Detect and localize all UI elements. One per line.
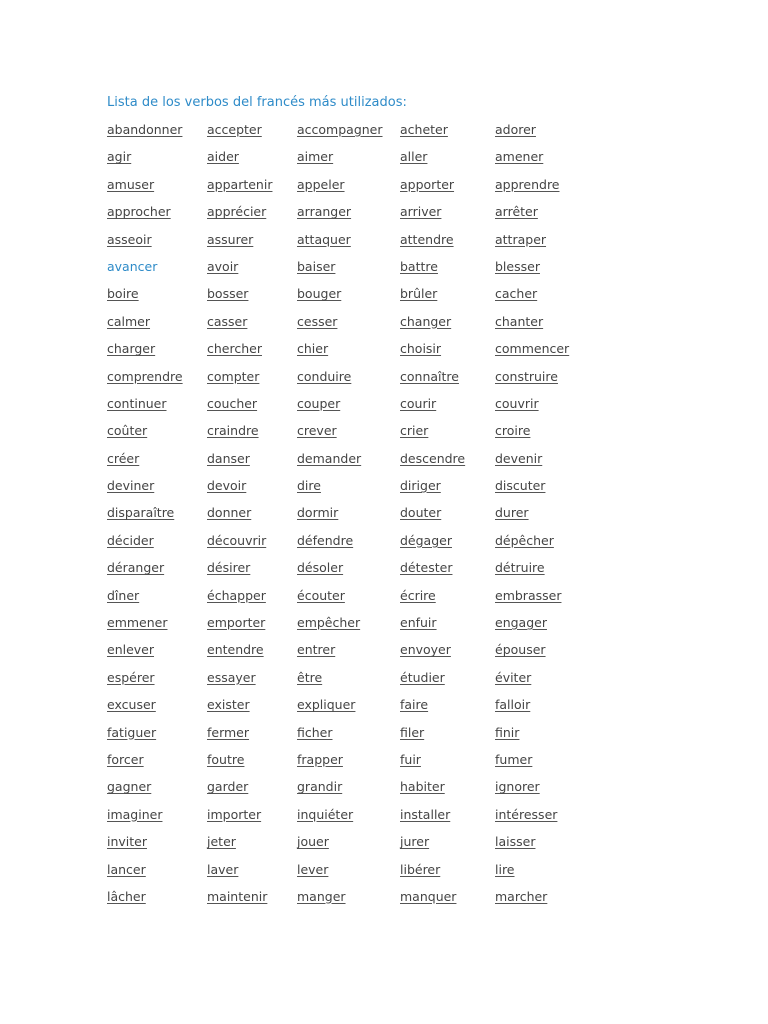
verb-link-diriger[interactable]: diriger bbox=[400, 478, 441, 494]
verb-link-falloir[interactable]: falloir bbox=[495, 697, 531, 713]
verb-link-inquiéter[interactable]: inquiéter bbox=[297, 806, 354, 822]
verb-link-jeter[interactable]: jeter bbox=[207, 834, 236, 850]
verb-link-bosser[interactable]: bosser bbox=[207, 286, 249, 302]
verb-link-comprendre[interactable]: comprendre bbox=[107, 368, 183, 384]
verb-link-foutre[interactable]: foutre bbox=[207, 751, 245, 767]
verb-link-brûler[interactable]: brûler bbox=[400, 286, 438, 302]
verb-link-expliquer[interactable]: expliquer bbox=[297, 697, 356, 713]
verb-link-découvrir[interactable]: découvrir bbox=[207, 532, 267, 548]
verb-link-installer[interactable]: installer bbox=[400, 806, 451, 822]
verb-link-être[interactable]: être bbox=[297, 669, 323, 685]
verb-link-crier[interactable]: crier bbox=[400, 423, 429, 439]
verb-link-embrasser[interactable]: embrasser bbox=[495, 587, 562, 603]
verb-link-désirer[interactable]: désirer bbox=[207, 560, 251, 576]
verb-link-épouser[interactable]: épouser bbox=[495, 642, 546, 658]
verb-link-attaquer[interactable]: attaquer bbox=[297, 231, 351, 247]
verb-link-dégager[interactable]: dégager bbox=[400, 532, 452, 548]
verb-link-finir[interactable]: finir bbox=[495, 724, 520, 740]
verb-link-dîner[interactable]: dîner bbox=[107, 587, 140, 603]
verb-link-essayer[interactable]: essayer bbox=[207, 669, 256, 685]
page-title: Lista de los verbos del francés más utilizados: bbox=[107, 95, 407, 110]
verb-link-accompagner[interactable]: accompagner bbox=[297, 122, 383, 137]
verb-link-charger[interactable]: charger bbox=[107, 341, 156, 357]
verb-link-courir[interactable]: courir bbox=[400, 395, 437, 411]
verb-link-détester[interactable]: détester bbox=[400, 560, 453, 576]
verb-link-marcher[interactable]: marcher bbox=[495, 888, 548, 904]
verb-link-avoir[interactable]: avoir bbox=[207, 258, 239, 274]
verb-link-envoyer[interactable]: envoyer bbox=[400, 642, 451, 658]
verb-link-fatiguer[interactable]: fatiguer bbox=[107, 724, 157, 740]
verb-link-choisir[interactable]: choisir bbox=[400, 341, 442, 357]
verb-link-avancer[interactable]: avancer bbox=[107, 258, 158, 274]
verb-link-libérer[interactable]: libérer bbox=[400, 861, 441, 877]
verb-link-éviter[interactable]: éviter bbox=[495, 669, 532, 685]
verb-link-couvrir[interactable]: couvrir bbox=[495, 395, 539, 411]
verb-link-imaginer[interactable]: imaginer bbox=[107, 806, 163, 822]
verb-grid bbox=[107, 121, 595, 915]
verb-link-croire[interactable]: croire bbox=[495, 423, 531, 439]
verb-link-jouer[interactable]: jouer bbox=[297, 834, 329, 850]
verb-link-intéresser[interactable]: intéresser bbox=[495, 806, 558, 822]
verb-link-forcer[interactable]: forcer bbox=[107, 751, 144, 767]
verb-link-abandonner[interactable]: abandonner bbox=[107, 122, 183, 137]
verb-link-lancer[interactable]: lancer bbox=[107, 861, 146, 877]
verb-link-continuer[interactable]: continuer bbox=[107, 395, 167, 411]
verb-link-habiter[interactable]: habiter bbox=[400, 779, 445, 795]
verb-link-lever[interactable]: lever bbox=[297, 861, 329, 877]
verb-link-chanter[interactable]: chanter bbox=[495, 313, 544, 329]
verb-link-enlever[interactable]: enlever bbox=[107, 642, 155, 658]
verb-link-agir[interactable]: agir bbox=[107, 149, 132, 165]
verb-link-battre[interactable]: battre bbox=[400, 258, 438, 274]
verb-link-gagner[interactable]: gagner bbox=[107, 779, 152, 795]
verb-link-créer[interactable]: créer bbox=[107, 450, 140, 466]
verb-link-manger[interactable]: manger bbox=[297, 888, 346, 904]
verb-link-appartenir[interactable]: appartenir bbox=[207, 176, 273, 192]
verb-link-apprécier[interactable]: apprécier bbox=[207, 204, 267, 220]
verb-link-ficher[interactable]: ficher bbox=[297, 724, 333, 740]
verb-link-commencer[interactable]: commencer bbox=[495, 341, 570, 357]
verb-link-emporter[interactable]: emporter bbox=[207, 615, 266, 631]
verb-link-arrêter[interactable]: arrêter bbox=[495, 204, 538, 220]
verb-link-inviter[interactable]: inviter bbox=[107, 834, 147, 850]
verb-link-laver[interactable]: laver bbox=[207, 861, 239, 877]
verb-link-disparaître[interactable]: disparaître bbox=[107, 505, 175, 521]
verb-link-acheter[interactable]: acheter bbox=[400, 122, 448, 137]
verb-link-assurer[interactable]: assurer bbox=[207, 231, 254, 247]
verb-link-ignorer[interactable]: ignorer bbox=[495, 779, 540, 795]
verb-link-coucher[interactable]: coucher bbox=[207, 395, 258, 411]
verb-link-garder[interactable]: garder bbox=[207, 779, 249, 795]
verb-link-accepter[interactable]: accepter bbox=[207, 122, 262, 137]
verb-link-cesser[interactable]: cesser bbox=[297, 313, 338, 329]
verb-link-fermer[interactable]: fermer bbox=[207, 724, 250, 740]
verb-link-grandir[interactable]: grandir bbox=[297, 779, 343, 795]
verb-link-entendre[interactable]: entendre bbox=[207, 642, 264, 658]
verb-link-décider[interactable]: décider bbox=[107, 532, 154, 548]
verb-link-douter[interactable]: douter bbox=[400, 505, 442, 521]
verb-link-baiser[interactable]: baiser bbox=[297, 258, 336, 274]
verb-link-emmener[interactable]: emmener bbox=[107, 615, 168, 631]
verb-link-deviner[interactable]: deviner bbox=[107, 478, 155, 494]
verb-link-descendre[interactable]: descendre bbox=[400, 450, 466, 466]
verb-link-écrire[interactable]: écrire bbox=[400, 587, 436, 603]
verb-link-attendre[interactable]: attendre bbox=[400, 231, 454, 247]
verb-link-jurer[interactable]: jurer bbox=[400, 834, 430, 850]
verb-link-espérer[interactable]: espérer bbox=[107, 669, 155, 685]
verb-link-déranger[interactable]: déranger bbox=[107, 560, 165, 576]
verb-link-échapper[interactable]: échapper bbox=[207, 587, 266, 603]
verb-link-devenir[interactable]: devenir bbox=[495, 450, 543, 466]
verb-link-cacher[interactable]: cacher bbox=[495, 286, 538, 302]
verb-link-arranger[interactable]: arranger bbox=[297, 204, 352, 220]
verb-link-étudier[interactable]: étudier bbox=[400, 669, 445, 685]
verb-link-connaître[interactable]: connaître bbox=[400, 368, 459, 384]
verb-link-coûter[interactable]: coûter bbox=[107, 423, 148, 439]
verb-link-arriver[interactable]: arriver bbox=[400, 204, 442, 220]
verb-link-amener[interactable]: amener bbox=[495, 149, 544, 165]
verb-link-empêcher[interactable]: empêcher bbox=[297, 615, 361, 631]
verb-link-écouter[interactable]: écouter bbox=[297, 587, 345, 603]
verb-link-maintenir[interactable]: maintenir bbox=[207, 888, 268, 904]
verb-link-exister[interactable]: exister bbox=[207, 697, 250, 713]
verb-link-faire[interactable]: faire bbox=[400, 697, 429, 713]
verb-link-fuir[interactable]: fuir bbox=[400, 751, 421, 767]
verb-link-aller[interactable]: aller bbox=[400, 149, 428, 165]
verb-link-donner[interactable]: donner bbox=[207, 505, 252, 521]
verb-link-apporter[interactable]: apporter bbox=[400, 176, 455, 192]
verb-link-filer[interactable]: filer bbox=[400, 724, 425, 740]
verb-link-danser[interactable]: danser bbox=[207, 450, 250, 466]
verb-link-durer[interactable]: durer bbox=[495, 505, 529, 521]
verb-link-détruire[interactable]: détruire bbox=[495, 560, 545, 576]
verb-link-couper[interactable]: couper bbox=[297, 395, 341, 411]
verb-link-apprendre[interactable]: apprendre bbox=[495, 176, 560, 192]
verb-link-chier[interactable]: chier bbox=[297, 341, 329, 357]
verb-link-craindre[interactable]: craindre bbox=[207, 423, 259, 439]
verb-link-crever[interactable]: crever bbox=[297, 423, 337, 439]
verb-link-appeler[interactable]: appeler bbox=[297, 176, 345, 192]
verb-link-discuter[interactable]: discuter bbox=[495, 478, 546, 494]
verb-link-engager[interactable]: engager bbox=[495, 615, 547, 631]
verb-link-fumer[interactable]: fumer bbox=[495, 751, 533, 767]
verb-link-conduire[interactable]: conduire bbox=[297, 368, 352, 384]
verb-link-désoler[interactable]: désoler bbox=[297, 560, 344, 576]
verb-link-calmer[interactable]: calmer bbox=[107, 313, 151, 329]
verb-link-défendre[interactable]: défendre bbox=[297, 532, 354, 548]
verb-link-casser[interactable]: casser bbox=[207, 313, 248, 329]
verb-link-construire[interactable]: construire bbox=[495, 368, 558, 384]
verb-link-chercher[interactable]: chercher bbox=[207, 341, 262, 357]
verb-link-lâcher[interactable]: lâcher bbox=[107, 888, 146, 904]
verb-link-aimer[interactable]: aimer bbox=[297, 149, 334, 165]
verb-link-demander[interactable]: demander bbox=[297, 450, 362, 466]
verb-link-compter[interactable]: compter bbox=[207, 368, 260, 384]
verb-link-dire[interactable]: dire bbox=[297, 478, 321, 494]
verb-link-amuser[interactable]: amuser bbox=[107, 176, 155, 192]
verb-link-dépêcher[interactable]: dépêcher bbox=[495, 532, 554, 548]
verb-link-manquer[interactable]: manquer bbox=[400, 888, 457, 904]
verb-link-aider[interactable]: aider bbox=[207, 149, 239, 165]
verb-link-bouger[interactable]: bouger bbox=[297, 286, 342, 302]
verb-link-frapper[interactable]: frapper bbox=[297, 751, 343, 767]
verb-link-approcher[interactable]: approcher bbox=[107, 204, 171, 220]
verb-link-importer[interactable]: importer bbox=[207, 806, 262, 822]
verb-link-blesser[interactable]: blesser bbox=[495, 258, 540, 274]
verb-link-enfuir[interactable]: enfuir bbox=[400, 615, 437, 631]
verb-link-asseoir[interactable]: asseoir bbox=[107, 231, 152, 247]
verb-link-attraper[interactable]: attraper bbox=[495, 231, 547, 247]
verb-link-devoir[interactable]: devoir bbox=[207, 478, 247, 494]
verb-link-dormir[interactable]: dormir bbox=[297, 505, 339, 521]
verb-link-changer[interactable]: changer bbox=[400, 313, 452, 329]
verb-link-lire[interactable]: lire bbox=[495, 861, 515, 877]
verb-link-laisser[interactable]: laisser bbox=[495, 834, 536, 850]
verb-link-excuser[interactable]: excuser bbox=[107, 697, 156, 713]
verb-link-adorer[interactable]: adorer bbox=[495, 122, 536, 137]
verb-link-entrer[interactable]: entrer bbox=[297, 642, 336, 658]
verb-link-boire[interactable]: boire bbox=[107, 286, 139, 302]
